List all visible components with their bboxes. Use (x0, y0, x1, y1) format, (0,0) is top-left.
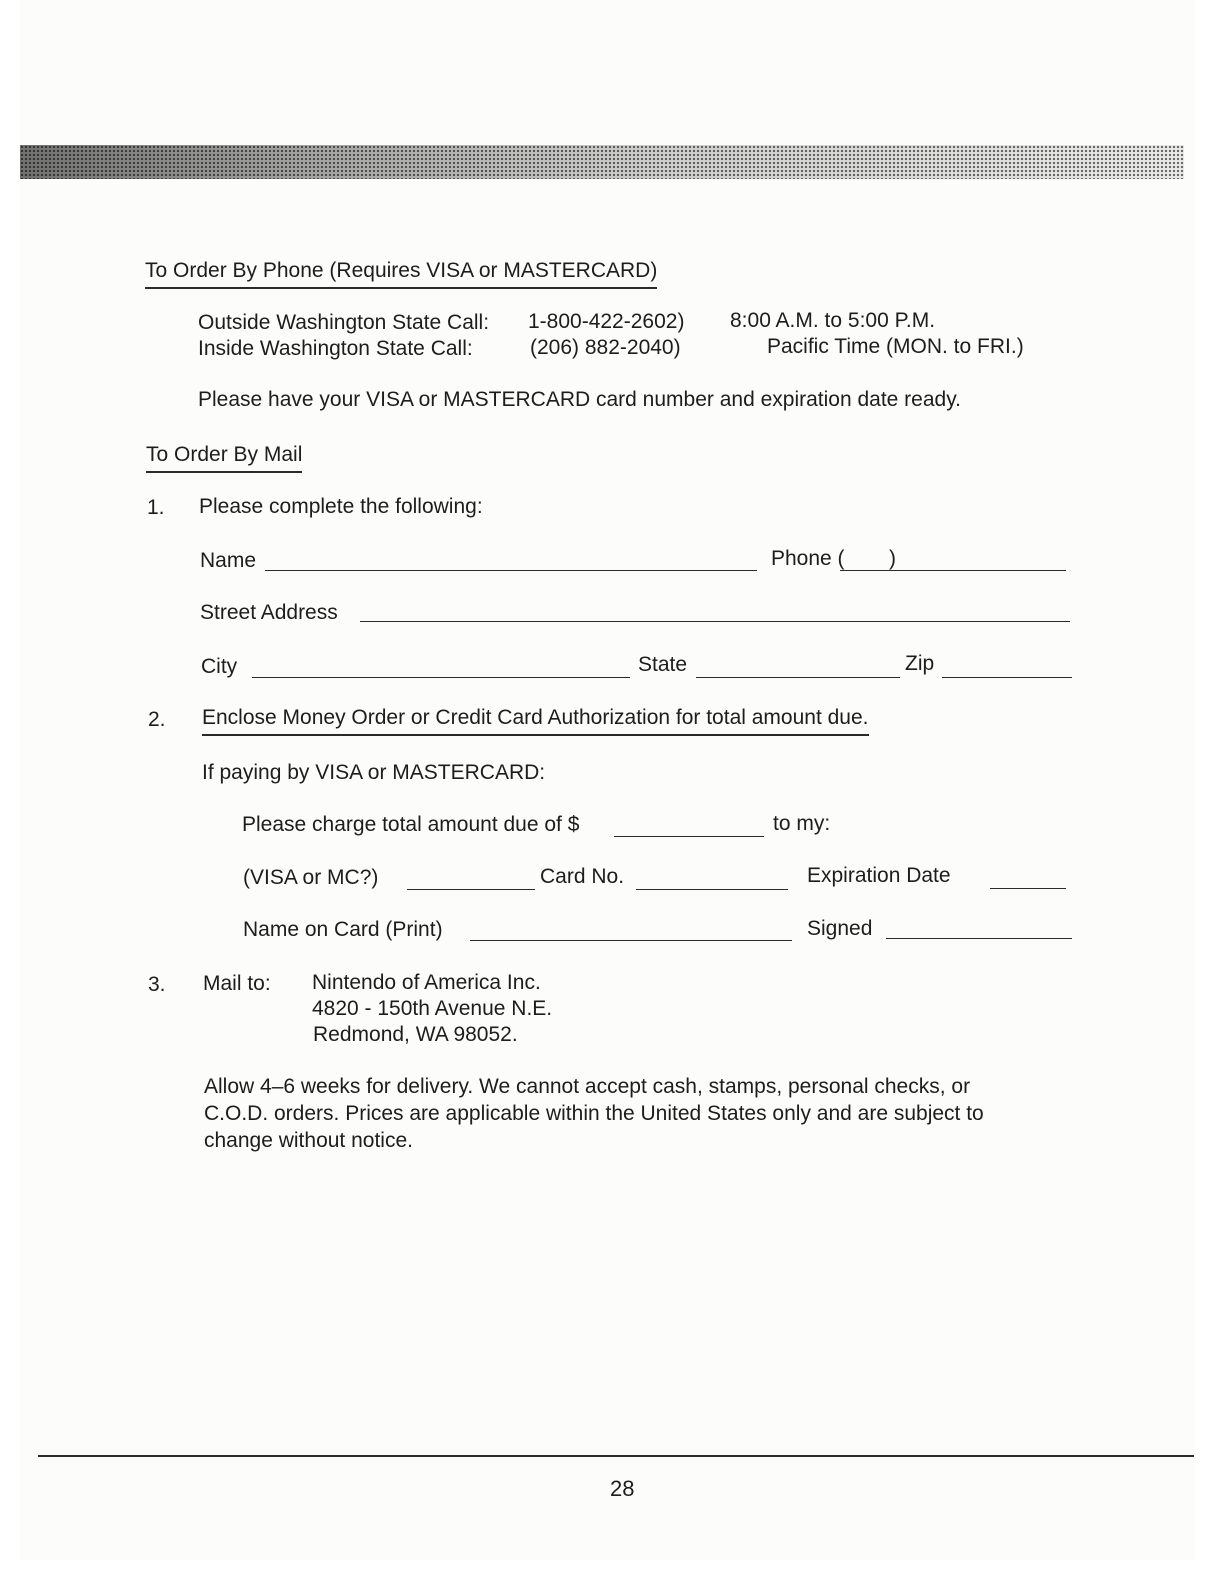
card-ready-note: Please have your VISA or MASTERCARD card number and expiration date ready. (198, 388, 961, 411)
business-hours: 8:00 A.M. to 5:00 P.M. (730, 309, 936, 332)
footer-rule (38, 1455, 1194, 1457)
charge-suffix: to my: (773, 812, 831, 835)
step-1-number: 1. (147, 496, 165, 519)
address-line-3: Redmond, WA 98052. (313, 1023, 518, 1046)
charge-amount-field[interactable] (614, 836, 764, 837)
card-number-field[interactable] (636, 889, 788, 890)
phone-label: Phone ( (771, 547, 845, 570)
mail-to-label: Mail to: (203, 972, 271, 995)
zip-label: Zip (905, 652, 935, 675)
inside-state-number: (206) 882-2040) (530, 336, 681, 359)
outside-state-label: Outside Washington State Call: (198, 311, 490, 334)
order-form-page (20, 0, 1194, 1560)
name-field[interactable] (265, 570, 757, 571)
halftone-band (20, 145, 1184, 179)
state-label: State (638, 653, 688, 676)
phone-order-heading: To Order By Phone (Requires VISA or MASTERCARD) (145, 258, 657, 289)
name-on-card-field[interactable] (470, 940, 792, 941)
city-field[interactable] (252, 677, 630, 678)
page-number: 28 (610, 1476, 635, 1501)
step-2-text: Enclose Money Order or Credit Card Authorization for total amount due. (202, 705, 869, 736)
outside-state-number: 1-800-422-2602) (528, 310, 685, 333)
disclaimer-line-3: change without notice. (204, 1129, 413, 1152)
mail-order-heading: To Order By Mail (146, 442, 302, 473)
phone-field[interactable] (840, 570, 1066, 571)
address-line-1: Nintendo of America Inc. (312, 971, 541, 994)
disclaimer-line-2: C.O.D. orders. Prices are applicable within the United States only and are subject to (204, 1102, 984, 1125)
step-1-text: Please complete the following: (199, 495, 483, 518)
inside-state-label: Inside Washington State Call: (198, 337, 473, 360)
state-field[interactable] (696, 677, 900, 678)
time-zone: Pacific Time (MON. to FRI.) (767, 335, 1024, 358)
expiration-date-field[interactable] (990, 888, 1066, 889)
address-line-2: 4820 - 150th Avenue N.E. (312, 997, 553, 1020)
card-type-label: (VISA or MC?) (243, 866, 379, 889)
card-number-label: Card No. (540, 865, 625, 888)
signature-field[interactable] (886, 938, 1072, 939)
delivery-disclaimer (204, 1073, 1104, 1154)
signed-label: Signed (807, 917, 873, 940)
step-2-number: 2. (148, 708, 166, 731)
expiration-date-label: Expiration Date (807, 864, 951, 887)
street-address-field[interactable] (360, 621, 1070, 622)
phone-paren: ) (889, 547, 896, 570)
street-address-label: Street Address (200, 601, 338, 624)
name-on-card-label: Name on Card (Print) (243, 918, 443, 941)
charge-label: Please charge total amount due of $ (242, 813, 580, 836)
zip-field[interactable] (942, 677, 1072, 678)
name-label: Name (200, 549, 257, 572)
city-label: City (201, 655, 238, 678)
visa-intro: If paying by VISA or MASTERCARD: (202, 761, 546, 784)
step-3-number: 3. (148, 973, 166, 996)
card-type-field[interactable] (407, 889, 535, 890)
disclaimer-line-1: Allow 4–6 weeks for delivery. We cannot accept cash, stamps, personal checks, or (204, 1075, 971, 1098)
